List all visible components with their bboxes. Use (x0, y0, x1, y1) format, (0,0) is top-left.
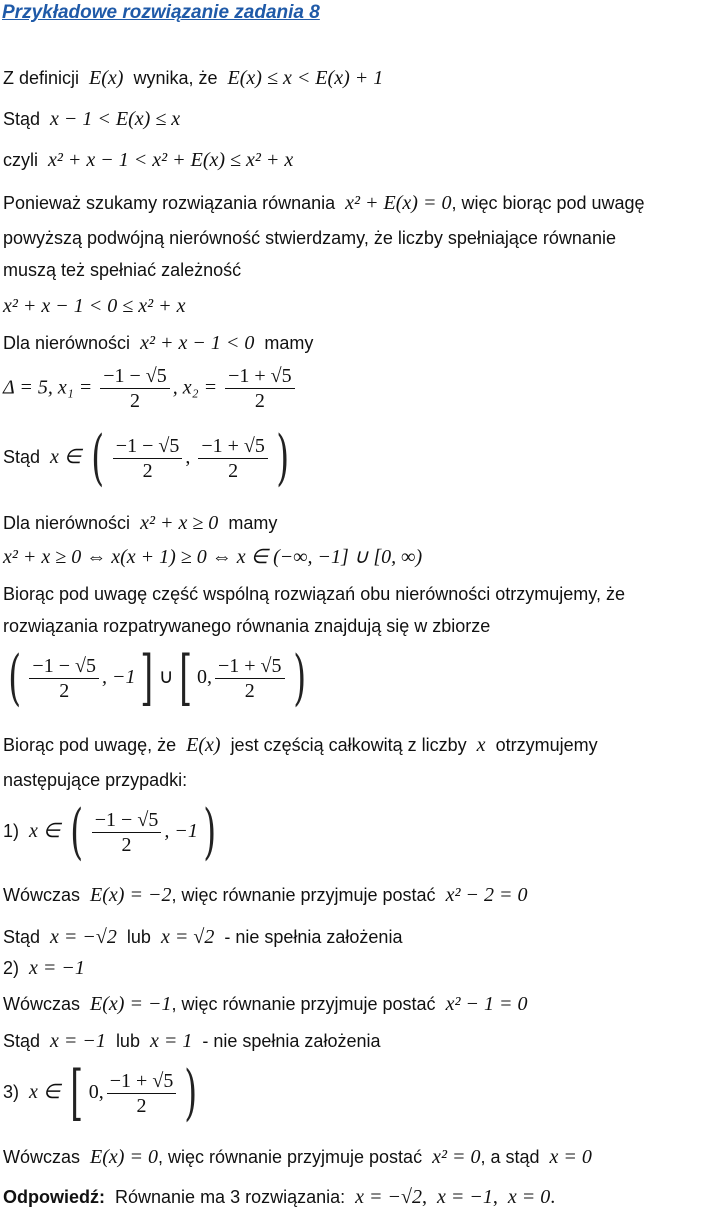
paragraph-line: Biorąc pod uwagę część wspólną rozwiązań obu nierówności otrzymujemy, że (3, 584, 625, 604)
text: mamy (228, 513, 278, 533)
union-line (3, 643, 311, 713)
formula: , −1 (101, 665, 136, 688)
text: Stąd (3, 446, 41, 467)
text: Dla nierówności (3, 513, 131, 533)
paragraph-line (3, 193, 645, 213)
formula-line (3, 547, 422, 567)
formula: , (492, 1186, 498, 1208)
text: Wówczas (3, 1147, 81, 1167)
formula: x = −√2 (50, 926, 117, 948)
close-paren: ) (203, 797, 216, 867)
stad-line (3, 109, 180, 129)
formula: x² + x − 1 < 0 ≤ x² + x (3, 295, 186, 317)
czyli-line (3, 150, 293, 170)
formula: x² + x − 1 < 0 (140, 332, 255, 354)
close-paren: ) (184, 1058, 198, 1128)
paragraph-line: powyższą podwójną nierówność stwierdzamy, że liczby spełniające równanie (3, 228, 616, 248)
formula: x = √2 (160, 926, 215, 948)
formula: Δ = 5, (3, 376, 53, 399)
open-bracket: [ (70, 1058, 84, 1128)
text: - nie spełnia założenia (224, 927, 403, 947)
formula: x² + x ≥ 0 ⇔ x(x + 1) ≥ 0 ⇔ x ∈ (−∞, −1] ∪ [0, ∞) (3, 546, 423, 568)
formula: x − 1 < E(x) ≤ x (50, 108, 181, 130)
text: Biorąc pod uwagę, że (3, 735, 177, 755)
formula: x = −1 (50, 1030, 106, 1052)
answer-label: Odpowiedź: (3, 1187, 105, 1207)
text: , więc równanie przyjmuje postać (171, 994, 436, 1014)
text: Wówczas (3, 994, 81, 1014)
formula: x² = 0 (432, 1146, 481, 1168)
text: Równanie ma 3 rozwiązania: (115, 1187, 346, 1207)
formula: x = −1 (437, 1186, 493, 1208)
formula: . (550, 1186, 556, 1208)
dla-line (3, 513, 277, 533)
wowczas-line (3, 885, 527, 905)
text: Z definicji (3, 68, 80, 88)
fraction: $\frac{-1 + √5}{2}$ (107, 1071, 177, 1116)
text: mamy (264, 333, 314, 353)
text: jest częścią całkowitą z liczby (230, 735, 467, 755)
text: wynika, że (133, 68, 218, 88)
formula: x (476, 734, 486, 756)
text: Stąd (3, 1031, 41, 1051)
page-title: Przykładowe rozwiązanie zadania 8 (2, 2, 320, 23)
text: 2) (3, 958, 20, 978)
fraction: $\frac{-1 - √5}{2}$ (100, 366, 170, 411)
formula: x² + E(x) = 0 (345, 192, 452, 214)
wowczas-line (3, 1147, 592, 1167)
close-bracket: ] (140, 643, 154, 713)
open-paren: ( (70, 797, 84, 867)
close-paren: ) (292, 643, 306, 713)
formula: ∪ (158, 665, 174, 688)
case-2 (3, 958, 85, 978)
formula: , (185, 445, 191, 468)
formula: x₁ = (57, 376, 93, 399)
dla-line (3, 333, 313, 353)
formula: x² − 2 = 0 (445, 884, 528, 906)
stad-line (3, 927, 402, 947)
formula: x ∈ (29, 1080, 61, 1103)
stad-line (3, 1031, 381, 1051)
case-3 (3, 1058, 203, 1128)
roots-line (3, 366, 298, 411)
formula: E(x) (89, 67, 124, 89)
text: lub (115, 1031, 140, 1051)
answer-line (3, 1187, 555, 1207)
formula: E(x) = −2 (90, 884, 172, 906)
text: otrzymujemy (495, 735, 598, 755)
formula: x = 0 (549, 1146, 592, 1168)
text: , więc równanie przyjmuje postać (157, 1147, 423, 1167)
text: - nie spełnia założenia (202, 1031, 381, 1051)
formula: , x₂ = (172, 376, 218, 399)
formula-line (3, 296, 185, 316)
formula: 0, (196, 665, 212, 688)
definition-line (3, 68, 383, 88)
formula: , −1 (164, 819, 198, 842)
text: Stąd (3, 109, 41, 129)
text: , więc równanie przyjmuje postać (171, 885, 436, 905)
fraction: $\frac{-1 - √5}{2}$ (92, 810, 162, 855)
paragraph-line: muszą też spełniać zależność (3, 260, 242, 280)
text: Stąd (3, 927, 41, 947)
text: Ponieważ szukamy rozwiązania równania (3, 193, 336, 213)
formula: x² + x − 1 < x² + E(x) ≤ x² + x (48, 149, 294, 171)
case-1 (3, 797, 221, 867)
formula: E(x) (186, 734, 221, 756)
formula: 0, (88, 1080, 104, 1103)
paragraph-line: następujące przypadki: (3, 770, 188, 790)
wowczas-line (3, 994, 527, 1014)
paragraph-line (3, 735, 598, 755)
text: czyli (3, 150, 38, 170)
formula: x ∈ (50, 445, 82, 468)
formula: , (422, 1186, 428, 1208)
text: Wówczas (3, 885, 81, 905)
interval-line (3, 423, 294, 493)
close-paren: ) (276, 423, 290, 493)
fraction: $\frac{-1 + √5}{2}$ (198, 436, 268, 481)
open-paren: ( (91, 423, 105, 493)
formula: x = −1 (29, 957, 85, 979)
formula: E(x) = 0 (90, 1146, 158, 1168)
text: 3) (3, 1081, 20, 1102)
formula: x = −√2 (355, 1186, 423, 1208)
open-paren: ( (8, 643, 22, 713)
formula: x² + x ≥ 0 (140, 512, 219, 534)
text: , więc biorąc pod uwagę (451, 193, 645, 213)
formula: x² − 1 = 0 (445, 993, 528, 1015)
fraction: $\frac{-1 + √5}{2}$ (215, 656, 285, 701)
text: , a stąd (480, 1147, 540, 1167)
text: Dla nierówności (3, 333, 131, 353)
text: 1) (3, 820, 20, 841)
formula: E(x) ≤ x < E(x) + 1 (227, 67, 384, 89)
formula: x = 0 (507, 1186, 551, 1208)
formula: x = 1 (149, 1030, 193, 1052)
paragraph-line: rozwiązania rozpatrywanego równania znajdują się w zbiorze (3, 616, 491, 636)
fraction: $\frac{-1 - √5}{2}$ (29, 656, 99, 701)
text: lub (126, 927, 151, 947)
fraction: $\frac{-1 - √5}{2}$ (113, 436, 183, 481)
fraction: $\frac{-1 + √5}{2}$ (225, 366, 295, 411)
open-bracket: [ (178, 643, 192, 713)
formula: E(x) = −1 (90, 993, 172, 1015)
formula: x ∈ (29, 819, 61, 842)
